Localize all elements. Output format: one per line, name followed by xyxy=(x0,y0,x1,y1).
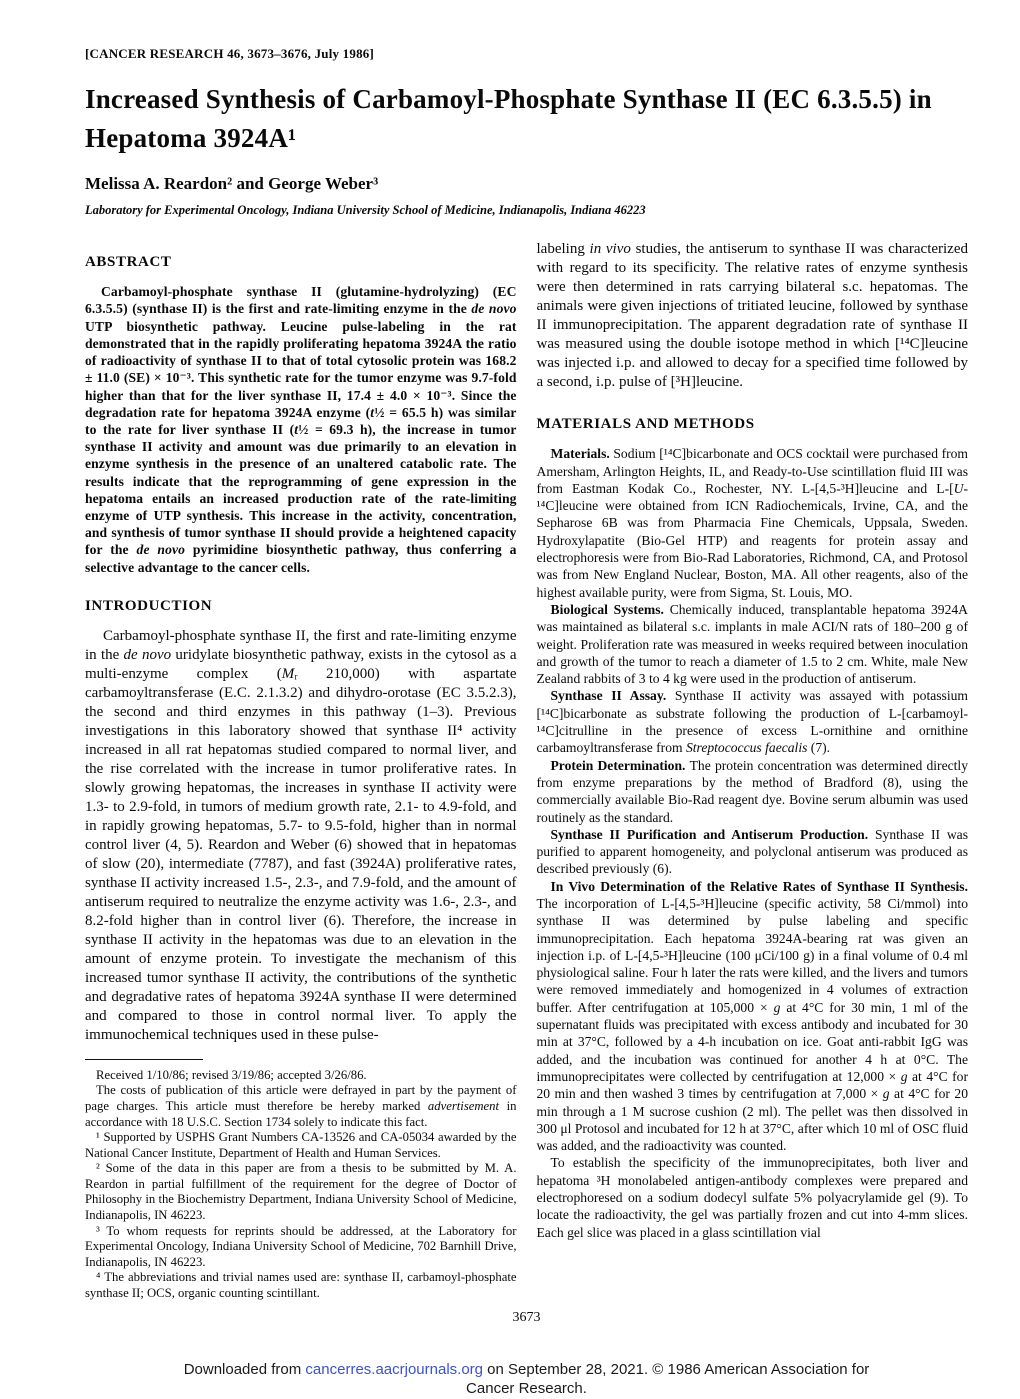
materials-methods-heading: MATERIALS AND METHODS xyxy=(536,416,755,433)
footnote-received: Received 1/10/86; revised 3/19/86; accepted 3/26/86. xyxy=(96,1067,367,1082)
abstract-paragraph: Carbamoyl-phosphate synthase II (glutamine-hydrolyzing) (EC 6.3.5.5) (synthase II) is the first and rate-limiting enzyme in the de novo UTP biosynthetic pathway. Leucine pulse-labeling in the rat demonstrated that in the rapidly proliferating hepatoma 3924A the ratio of radioactivity of synthase II to that of total cytosolic protein was 168.2 ± 11.0 (SE) × 10⁻³. This synthetic rate for the tumor enzyme was 9.7-fold higher than that for the liver synthase II, 17.4 ± 4.0 × 10⁻³. Since the degradation rate for hepatoma 3924A enzyme (t½ = 65.5 h) was similar to the rate for liver synthase II (t½ = 69.3 h), the increase in tumor synthase II activity and amount was due primarily to an elevation in enzyme synthesis in the presence of an unaltered catabolic rate. The results indicate that the reprogramming of gene expression in the hepatoma entails an increased production rate of the rate-limiting enzyme of UTP synthesis. This increase in the activity, concentration, and synthesis of tumor synthase II should provide a heightened capacity for the de novo pyrimidine biosynthetic pathway, thus conferring a selective advantage to the cancer cells. xyxy=(85,284,517,575)
footnotes-block xyxy=(85,1068,517,1302)
authors-line: Melissa A. Reardon² and George Weber³ xyxy=(85,174,379,194)
footnote-4-abbreviations: ⁴ The abbreviations and trivial names used are: synthase II, carbamoyl-phosphate synthase II; OCS, organic counting scintillant. xyxy=(85,1270,517,1301)
download-notice-prefix: Downloaded from xyxy=(183,1360,306,1378)
footnote-3-reprints: ³ To whom requests for reprints should be addressed, at the Laboratory for Experimental Oncology, Indiana University School of Medicine, 702 Barnhill Drive, Indianapolis, IN 46223. xyxy=(85,1223,517,1269)
affiliation-line: Laboratory for Experimental Oncology, Indiana University School of Medicine, Indianapolis, Indiana 46223 xyxy=(85,203,646,218)
specificity-paragraph: To establish the specificity of the immunoprecipitates, both liver and hepatoma ³H monolabeled antigen-antibody complexes were prepared and electrophoresed on a sodium dodecyl sulfate 5% polyacrylamide gel (9). To locate the radioactivity, the gel was partially frozen and cut into 4-mm slices. Each gel slice was placed in a glass scintillation vial xyxy=(536,1155,968,1240)
right-column xyxy=(537,240,969,1301)
footnote-page-charges: The costs of publication of this article were defrayed in part by the payment of page charges. This article must therefore be hereby marked advertisement in accordance with 18 U.S.C. Section 1734 solely to indicate this fact. xyxy=(85,1083,517,1129)
download-notice xyxy=(85,1360,968,1399)
synthase-assay-paragraph: Synthase II Assay. Synthase II activity was assayed with potassium [¹⁴C]bicarbonate as substrate following the production of L-[carbamoyl-¹⁴C]citrulline in the presence of excess L-ornithine and ornithine carbamoyltransferase from Streptococcus faecalis (7). xyxy=(536,688,968,756)
download-notice-suffix: on September 28, 2021. © 1986 American Association for Cancer Research. xyxy=(466,1360,870,1398)
masthead xyxy=(85,46,968,218)
page-number: 3673 xyxy=(512,1309,541,1325)
footnote-2-thesis: ² Some of the data in this paper are from a thesis to be submitted by M. A. Reardon in partial fulfillment of the requirement for the degree of Doctor of Philosophy in the Biochemistry Department, Indiana University School of Medicine, Indianapolis, IN 46223. xyxy=(85,1161,517,1223)
journal-citation: [CANCER RESEARCH 46, 3673–3676, July 1986] xyxy=(85,46,374,61)
introduction-heading: INTRODUCTION xyxy=(85,597,213,614)
abstract-heading: ABSTRACT xyxy=(85,254,172,271)
left-column xyxy=(85,240,517,1301)
in-vivo-determination-paragraph: In Vivo Determination of the Relative Rates of Synthase II Synthesis. The incorporation of L-[4,5-³H]leucine (specific activity, 58 Ci/mmol) into synthase II was determined by pulse labeling and specific immunoprecipitation. Each hepatoma 3924A-bearing rat was given an injection i.p. of L-[4,5-³H]leucine (100 μCi/100 g) in a final volume of 0.4 ml physiological saline. Four h later the rats were killed, and the livers and tumors were removed immediately and homogenized in 4 volumes of extraction buffer. After centrifugation at 105,000 × g at 4°C for 30 min, 1 ml of the supernatant fluids was precipitated with excess antibody and incubated for 30 min at 37°C, followed by a 4-h incubation on ice. Goat anti-rabbit IgG was added, and the incubation was continued for another 4 h at 0°C. The immunoprecipitates were collected by centrifugation at 12,000 × g at 4°C for 20 min and then washed 3 times by centrifugation at 7,000 × g at 4°C for 20 min through a 1 M sucrose cushion (2 ml). The pellet was then dissolved in 300 μl Protosol and incubated for 12 h at 37°C, after which 10 ml of OSC fluid was added, and the radioactivity was counted. xyxy=(536,878,969,1154)
journal-site-link[interactable]: cancerres.aacrjournals.org xyxy=(305,1360,484,1378)
article-title: Increased Synthesis of Carbamoyl-Phosphate Synthase II (EC 6.3.5.5) in Hepatoma 3924A¹ xyxy=(85,84,932,154)
two-column-body xyxy=(85,240,968,1301)
introduction-continued-paragraph: labeling in vivo studies, the antiserum to synthase II was characterized with regard to its specificity. The relative rates of enzyme synthesis were then determined in rats carrying bilateral s.c. hepatomas. The animals were given injections of tritiated leucine, followed by synthase II immunoprecipitation. The apparent degradation rate of synthase II was measured using the double isotope method in which [¹⁴C]leucine was injected i.p. and allowed to decay for a specified time followed by a second, i.p. pulse of [³H]leucine. xyxy=(536,241,968,391)
introduction-paragraph: Carbamoyl-phosphate synthase II, the first and rate-limiting enzyme in the de novo uridylate biosynthetic pathway, exists in the cytosol as a multi-enzyme complex (Mᵣ 210,000) with aspartate carbamoyltransferase (E.C. 2.1.3.2) and dihydro-orotase (EC 3.5.2.3), the second and third enzymes in this pathway (1–3). Previous investigations in this laboratory showed that synthase II⁴ activity increased in all rat hepatomas studied compared to normal liver, and the rise correlated with the increase in tumor proliferative rates. In slowly growing hepatomas, the increases in synthase II activity were 1.3- to 2.9-fold, in tumors of medium growth rate, 2.1- to 4.9-fold, and in rapidly growing hepatomas, 5.7- to 9.5-fold, higher than in normal control liver (4, 5). Reardon and Weber (6) showed that in hepatomas of slow (20), intermediate (7787), and fast (3924A) proliferative rates, synthase II activity increased 1.5-, 2.3-, and 7.9-fold, and the amount of antiserum required to neutralize the enzyme activity was 1.6-, 2.3-, and 8.2-fold higher than in control liver (6). Therefore, the increase in synthase II activity in the hepatomas was due to an elevation in the amount of enzyme protein. To investigate the mechanism of this increased tumor synthase II activity, the contributions of the synthetic and degradative rates of hepatoma 3924A synthase II were determined and compared to those in control normal liver. To apply the immunochemical techniques used in these pulse- xyxy=(85,627,517,1043)
materials-paragraph: Materials. Sodium [¹⁴C]bicarbonate and OCS cocktail were purchased from Amersham, Arlington Heights, IL, and Ready-to-Use scintillation fluid III was from Eastman Kodak Co., Rochester, NY. L-[4,5-³H]leucine and L-[U-¹⁴C]leucine were obtained from ICN Radiochemicals, Irvine, CA, and the Sepharose 6B was from Pharmacia Fine Chemicals, Uppsala, Sweden. Hydroxylapatite (Bio-Gel HTP) and reagents for protein assay and electrophoresis were from Bio-Rad Laboratories, Richmond, CA, and Protosol was from New England Nuclear, Boston, MA. All other reagents, also of the highest available purity, were from Sigma, St. Louis, MO. xyxy=(536,446,968,600)
biological-systems-paragraph: Biological Systems. Chemically induced, transplantable hepatoma 3924A was maintained as bilateral s.c. implants in male ACI/N rats of 180–200 g of weight. Proliferation rate was measured in weeks required between inoculation and growth of the tumor to reach a diameter of 1.5 to 2 cm. White, male New Zealand rabbits of 3 to 4 kg were used in the production of antiserum. xyxy=(536,601,968,687)
footnote-1-support: ¹ Supported by USPHS Grant Numbers CA-13526 and CA-05034 awarded by the National Cancer Institute, Department of Health and Human Services. xyxy=(85,1130,517,1160)
footnote-divider xyxy=(85,1059,203,1060)
protein-determination-paragraph: Protein Determination. The protein concentration was determined directly from enzyme preparations by the method of Bradford (8), using the commercially available Bio-Rad reagent dye. Bovine serum albumin was used routinely as the standard. xyxy=(536,757,968,825)
purification-antiserum-paragraph: Synthase II Purification and Antiserum Production. Synthase II was purified to apparent homogeneity, and polyclonal antiserum was produced as described previously (6). xyxy=(536,826,968,877)
